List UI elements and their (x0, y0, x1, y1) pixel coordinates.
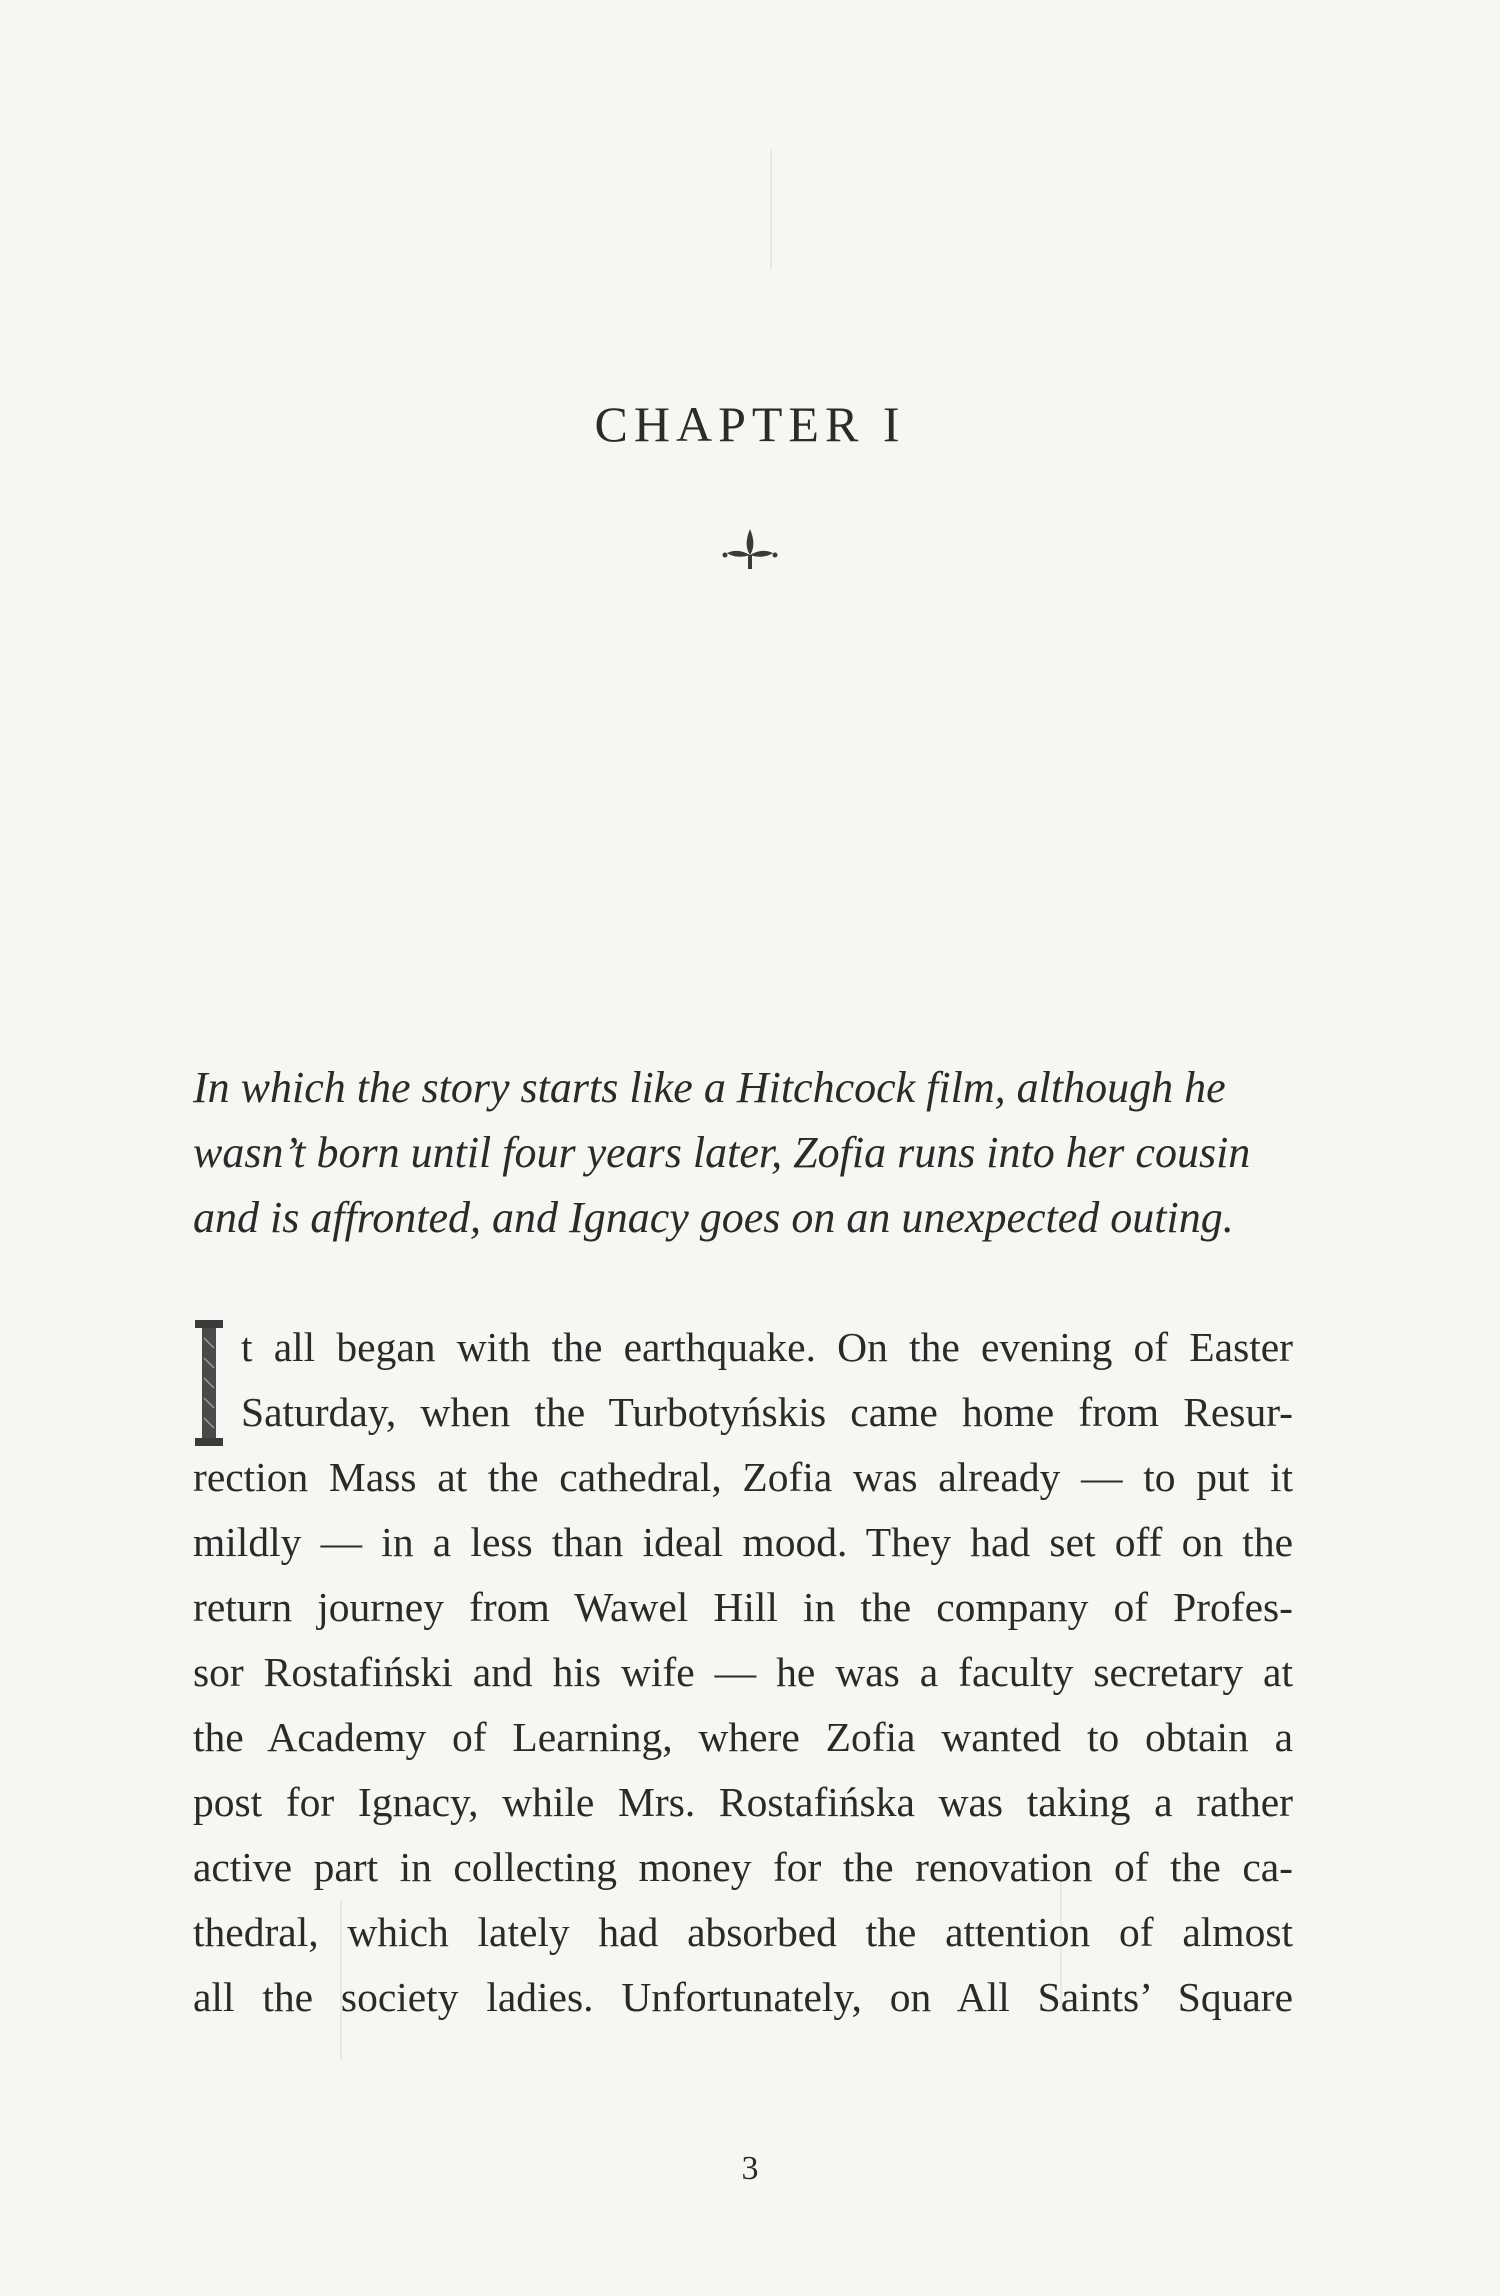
chapter-epigraph (193, 1055, 1308, 1250)
body-line: t all began with the earthquake. On the evening of Easter (241, 1324, 1293, 1370)
body-line: post for Ignacy, while Mrs. Rostafińska was taking a rather (193, 1779, 1293, 1825)
body-text (193, 1315, 1293, 2030)
epigraph-line: and is affronted, and Ignacy goes on an unexpected outing. (193, 1193, 1234, 1242)
body-line: thedral, which lately had absorbed the attention of almost (193, 1909, 1293, 1955)
body-line: rection Mass at the cathedral, Zofia was already — to put it (193, 1454, 1293, 1500)
epigraph-line: wasn’t born until four years later, Zofia runs into her cousin (193, 1128, 1251, 1177)
page-number: 3 (741, 2150, 759, 2187)
body-line: all the society ladies. Unfortunately, on All Saints’ Square (193, 1974, 1293, 2020)
fleuron-icon (715, 525, 785, 575)
body-line: sor Rostafiński and his wife — he was a faculty secretary at (193, 1649, 1293, 1695)
scan-artifact (770, 150, 772, 270)
body-line: the Academy of Learning, where Zofia wanted to obtain a (193, 1714, 1293, 1760)
epigraph-line: In which the story starts like a Hitchcock film, although he (193, 1063, 1226, 1112)
chapter-title: CHAPTER I (594, 396, 906, 452)
body-line: mildly — in a less than ideal mood. They had set off on the (193, 1519, 1293, 1565)
body-line: Saturday, when the Turbotyńskis came home from Resur- (241, 1389, 1293, 1435)
body-line: return journey from Wawel Hill in the company of Profes- (193, 1584, 1293, 1630)
body-line: active part in collecting money for the renovation of the ca- (193, 1844, 1293, 1890)
